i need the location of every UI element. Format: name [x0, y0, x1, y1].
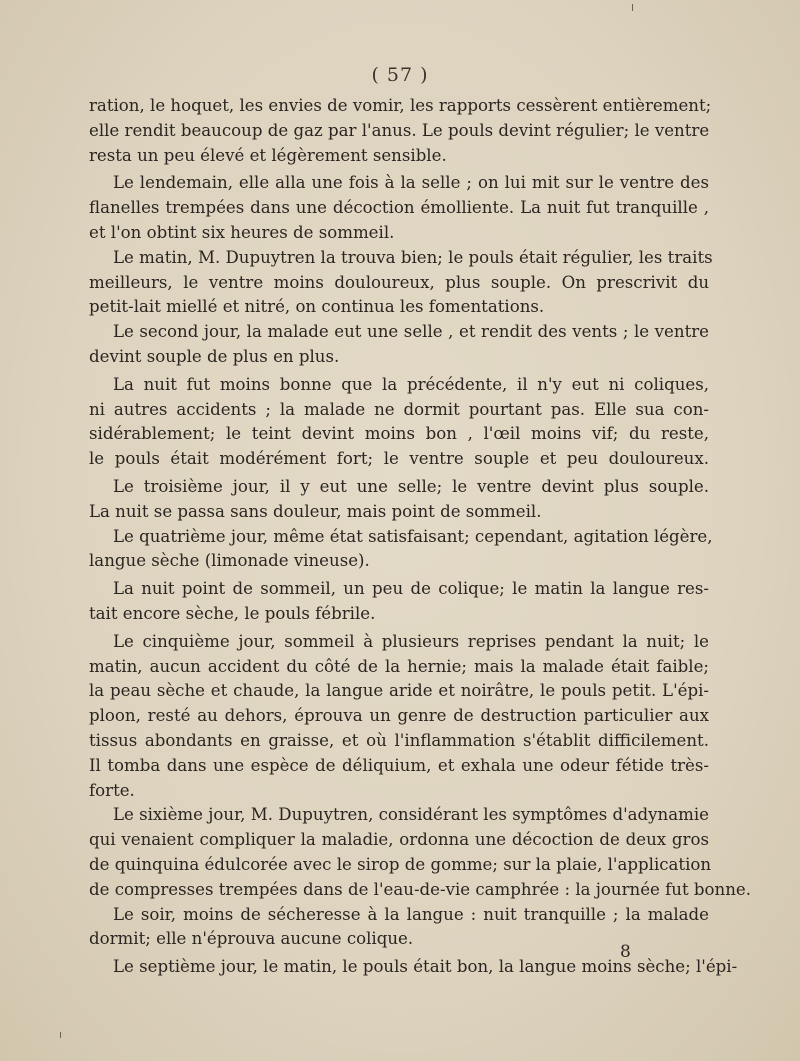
text-line: ploon, resté au dehors, éprouva un genre de destruction particulier aux	[89, 706, 709, 726]
text-line: Le second jour, la malade eut une selle , et rendit des vents ; le ventre	[113, 322, 709, 342]
text-line: petit-lait miellé et nitré, on continua les fomentations.	[89, 297, 545, 317]
text-line: forte.	[89, 780, 135, 800]
paragraph	[89, 94, 712, 168]
text-line: Le sixième jour, M. Dupuytren, considérant les symptômes d'adynamie	[113, 805, 709, 825]
text-line: Le troisième jour, il y eut une selle; le ventre devint plus souple.	[113, 476, 709, 496]
paragraph	[89, 955, 738, 980]
paragraph	[89, 373, 709, 472]
paragraph	[89, 475, 709, 525]
signature-mark: 8	[620, 942, 631, 962]
paragraph	[89, 320, 709, 370]
paragraph	[89, 171, 709, 245]
text-line: ni autres accidents ; la malade ne dormit pourtant pas. Elle sua con-	[89, 399, 709, 419]
paragraph	[89, 630, 709, 804]
paragraph	[89, 577, 709, 627]
text-line: de quinquina édulcorée avec le sirop de gomme; sur la plaie, l'application	[89, 854, 712, 874]
paragraph	[89, 903, 709, 953]
text-line: Le lendemain, elle alla une fois à la selle ; on lui mit sur le ventre des	[113, 173, 709, 193]
text-line: qui venaient compliquer la maladie, ordonna une décoction de deux gros	[89, 830, 709, 850]
text-line: elle rendit beaucoup de gaz par l'anus. Le pouls devint régulier; le ventre	[89, 120, 710, 140]
paper-speck	[632, 4, 633, 11]
text-line: la peau sèche et chaude, la langue aride et noirâtre, le pouls petit. L'épi-	[89, 681, 709, 701]
text-line: matin, aucun accident du côté de la hernie; mais la malade était faible;	[89, 656, 709, 676]
text-line: La nuit point de sommeil, un peu de colique; le matin la langue res-	[113, 579, 709, 599]
text-line: Le soir, moins de sécheresse à la langue : nuit tranquille ; la malade	[113, 904, 709, 924]
text-line: flanelles trempées dans une décoction émolliente. La nuit fut tranquille ,	[89, 198, 709, 218]
text-line: La nuit se passa sans douleur, mais point de sommeil.	[89, 501, 542, 521]
paragraph	[89, 246, 713, 320]
text-line: tait encore sèche, le pouls fébrile.	[89, 603, 376, 623]
text-line: et l'on obtint six heures de sommeil.	[89, 222, 395, 242]
text-line: Le quatrième jour, même état satisfaisant; cependant, agitation légère,	[113, 526, 713, 546]
text-line: langue sèche (limonade vineuse).	[89, 551, 370, 571]
text-line: meilleurs, le ventre moins douloureux, plus souple. On prescrivit du	[89, 272, 709, 292]
paragraph	[89, 525, 713, 575]
text-line: ration, le hoquet, les envies de vomir, les rapports cessèrent entièrement;	[89, 96, 712, 115]
text-line: devint souple de plus en plus.	[89, 346, 340, 366]
paper-speck	[60, 1032, 61, 1038]
text-line: tissus abondants en graisse, et où l'inflammation s'établit difficilement.	[89, 730, 709, 750]
text-line: sidérablement; le teint devint moins bon , l'œil moins vif; du reste,	[89, 424, 709, 444]
text-line: de compresses trempées dans de l'eau-de-vie camphrée : la journée fut bonne.	[89, 879, 751, 899]
text-line: Le matin, M. Dupuytren la trouva bien; le pouls était régulier, les traits	[113, 247, 713, 267]
text-line: resta un peu élevé et légèrement sensible.	[89, 145, 447, 165]
body-text	[89, 94, 751, 980]
text-line: La nuit fut moins bonne que la précédente, il n'y eut ni coliques,	[113, 374, 709, 394]
text-line: le pouls était modérément fort; le ventre souple et peu douloureux.	[89, 449, 709, 469]
text-line: Le septième jour, le matin, le pouls était bon, la langue moins sèche; l'épi-	[113, 957, 738, 977]
text-line: Le cinquième jour, sommeil à plusieurs reprises pendant la nuit; le	[113, 631, 709, 651]
text-line: dormit; elle n'éprouva aucune colique.	[89, 929, 414, 949]
page-number: ( 57 )	[371, 64, 429, 86]
text-line: Il tomba dans une espèce de déliquium, et exhala une odeur fétide très-	[89, 755, 709, 775]
paragraph	[89, 803, 751, 902]
